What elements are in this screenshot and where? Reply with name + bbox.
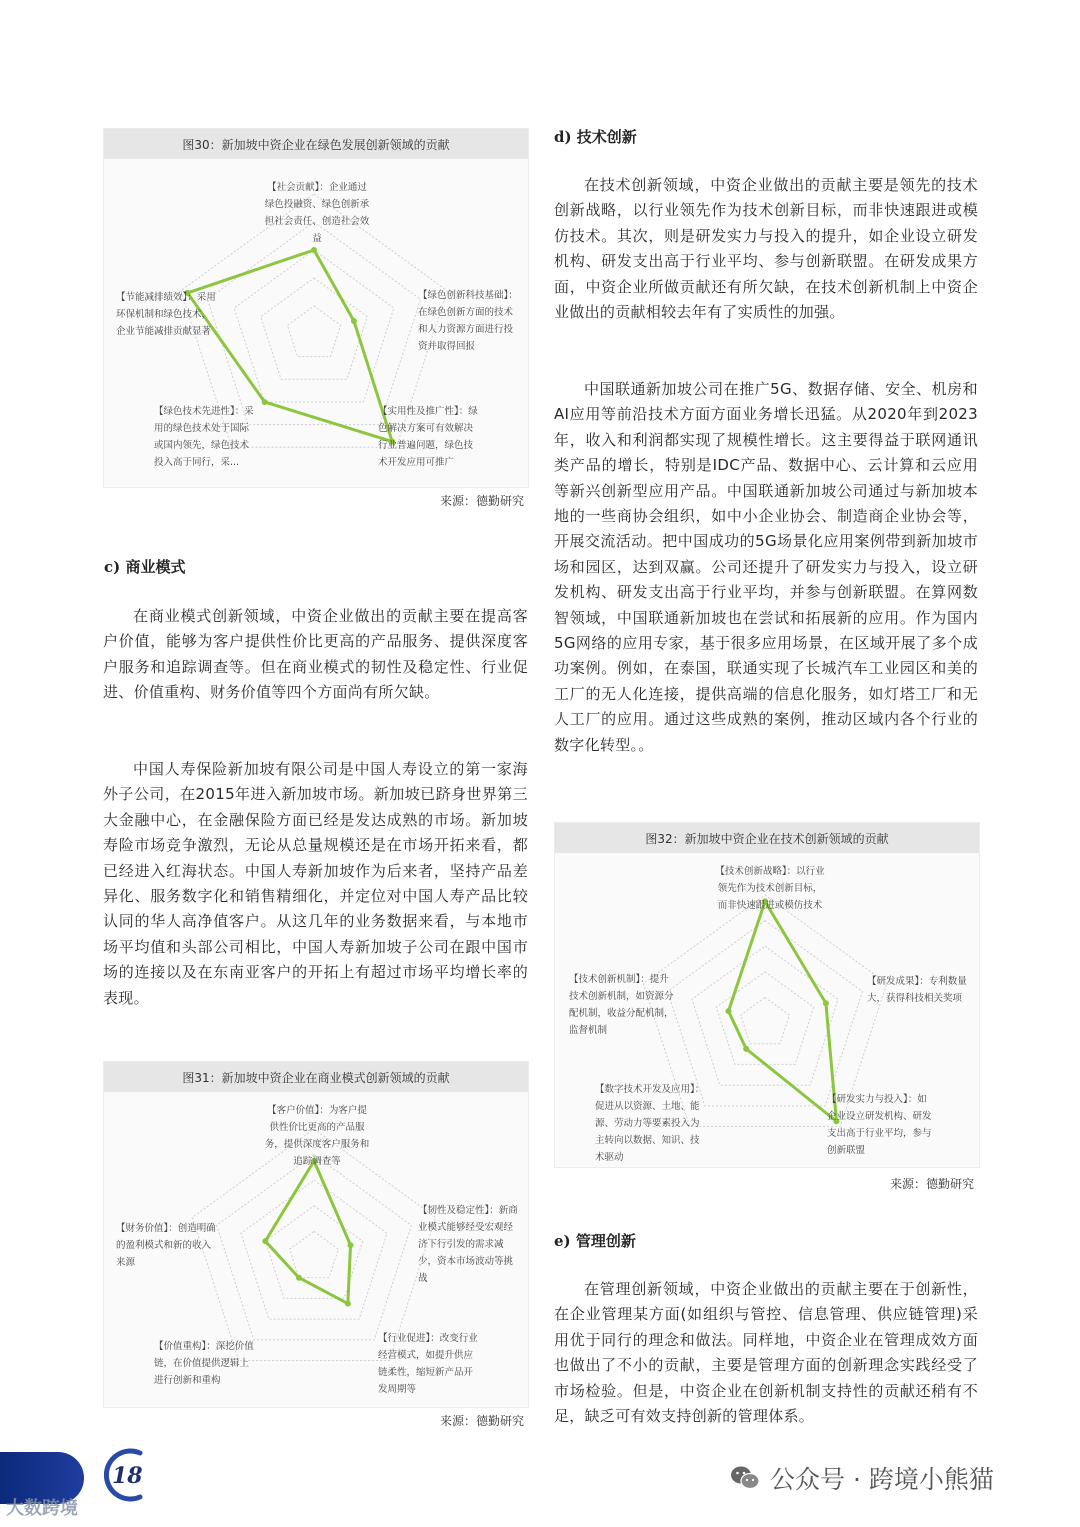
figure-30-label-3: 【实用性及推广性】：绿色解决方案可有效解决行业普遍问题，绿色技术开发应用可推广 (378, 406, 478, 468)
figure-31-grid-ring (241, 1180, 387, 1319)
figure-32-point-2 (823, 1000, 829, 1006)
figure-30-source: 来源：德勤研究 (440, 494, 525, 508)
figure-31-label-5: 【财务价值】：创造明确的盈利模式和新的收入来源 (116, 1223, 216, 1268)
section-d-paragraph-1: 在技术创新领域，中资企业做出的贡献主要是领先的技术创新战略，以行业领先作为技术创新目标，而非快速跟进或模仿技术。其次，则是研发实力与投入的提升，如企业设立研发机构、研发支出高于行业平均、参与创新联盟。在研发成果方面，中资企业所做贡献还有所欠缺，在技术创新机制上中资企业做出的贡献相较去年有了实质性的加强。 (554, 176, 978, 322)
figure-30-label-5: 【节能减排绩效】：采用环保机制和绿色技术，企业节能减排贡献显著 (116, 292, 216, 337)
figure-30-point-4 (262, 399, 268, 405)
figure-30-grid-ring (287, 306, 340, 357)
section-c-paragraph-2: 中国人寿保险新加坡有限公司是中国人寿设立的第一家海外子公司，在2015年进入新加坡市场。新加坡已跻身世界第三大金融中心，在金融保险方面已经是发达成熟的市场。新加坡寿险市场竞争激烈，无论从总量规模还是在市场开拓来看，都已经进入红海状态。中国人寿新加坡作为后来者，坚持产品差异化、服务数字化和销售精细化，并定位对中国人寿产品比较认同的华人高净值客户。从这几年的业务数据来看，与本地市场平均值和头部公司相比，中国人寿新加坡子公司在跟中国市场的连接以及在东南亚客户的开拓上有超过市场平均增长率的表现。 (103, 760, 528, 1007)
section-c-heading: c) 商业模式 (104, 558, 186, 576)
wechat-account-name: 公众号 · 跨境小熊猫 (770, 1465, 994, 1494)
figure-31-title: 图31：新加坡中资企业在商业模式创新领域的贡献 (104, 1062, 528, 1092)
figure-32-series-line (728, 901, 836, 1121)
section-c-paragraph-1: 在商业模式创新领域，中资企业做出的贡献主要在提高客户价值，能够为客户提供性价比更高的产品服务、提供深度客户服务和追踪调查等。但在商业模式的韧性及稳定性、行业促进、价值重构、财务价值等四个方面尚有所欠缺。 (103, 607, 528, 702)
figure-30-label-4: 【绿色技术先进性】：采用的绿色技术处于国际或国内领先，绿色技术投入高于同行，采... (154, 406, 254, 468)
figure-32-point-5 (725, 1008, 731, 1014)
figure-30-label-2: 【绿色创新科技基础】：在绿色创新方面的技术和人力资源方面进行投资并取得回报 (418, 290, 518, 352)
figure-32-label-5: 【技术创新机制】：提升技术创新机制，如资源分配机制，收益分配机制，监督机制 (569, 974, 674, 1036)
section-d-heading: d) 技术创新 (554, 128, 637, 146)
wechat-account (730, 1460, 994, 1496)
figure-32-label-2: 【研发成果】：专利数量大，获得科技相关奖项 (867, 976, 967, 1004)
figure-32-label-3: 【研发实力与投入】：如企业设立研发机构、研发支出高于行业平均，参与创新联盟 (827, 1094, 932, 1156)
figure-30-point-2 (351, 318, 357, 324)
figure-32 (554, 822, 980, 1168)
figure-31-label-1: 【客户价值】：为客户提供性价比更高的产品服务，提供深度客户服务和追踪调查等 (264, 1105, 370, 1167)
wechat-icon (730, 1465, 760, 1491)
figure-30-title: 图30：新加坡中资企业在绿色发展创新领域的贡献 (104, 129, 528, 159)
figure-32-grid-ring (741, 997, 790, 1043)
section-d-paragraph-2: 中国联通新加坡公司在推广5G、数据存储、安全、机房和AI应用等前沿技术方面方面业务增长迅猛。从2020年到2023年，收入和利润都实现了规模性增长。这主要得益于联网通讯类产品的增长，特别是IDC产品、数据中心、云计算和云应用等新兴创新型应用产品。中国联通新加坡公司通过与新加坡本地的一些商协会组织，如中小企业协会、制造商企业协会等，开展交流活动。把中国成功的5G场景化应用案例带到新加坡市场和园区，达到双赢。公司还提升了研发实力与投入，设立研发机构、研发支出高于行业平均，并参与创新联盟。在算网数智领域，中国联通新加坡也在尝试和拓展新的应用。作为国内5G网络的应用专家，基于很多应用场景，在区域开展了多个成功案例。例如，在泰国，联通实现了长城汽车工业园区和美的工厂的无人化连接，提供高端的信息化服务，如灯塔工厂和无人工厂的应用。通过这些成熟的案例，推动区域内各个行业的数字化转型。。 (554, 380, 978, 754)
figure-30-point-1 (311, 247, 317, 253)
figure-32-label-1: 【技术创新战略】：以行业领先作为技术创新目标，而非快速跟进或模仿技术 (715, 866, 825, 911)
figure-30-label-1: 【社会贡献】：企业通过绿色投融资、绿色创新承担社会责任、创造社会效益 (264, 182, 370, 244)
figure-31-point-3 (345, 1301, 351, 1307)
figure-31-point-5 (262, 1238, 268, 1244)
section-e-paragraph-1: 在管理创新领域，中资企业做出的贡献主要在于创新性，在企业管理某方面(如组织与管控、信息管理、供应链管理)采用优于同行的理念和做法。同样地，中资企业在管理成效方面也做出了不小的贡献，主要是管理方面的创新理念实践经受了市场检验。但是，中资企业在创新机制支持性的贡献还稍有不足，缺乏可有效支持创新的管理体系。 (554, 1280, 978, 1426)
section-e-heading: e) 管理创新 (554, 1232, 636, 1250)
figure-32-point-4 (743, 1046, 749, 1052)
figure-31 (103, 1061, 529, 1408)
figure-32-title: 图32：新加坡中资企业在技术创新领域的贡献 (555, 823, 979, 853)
watermark: 大数跨境 (6, 1498, 78, 1519)
page-number: 18 (112, 1463, 143, 1489)
figure-31-point-4 (296, 1275, 302, 1281)
figure-31-label-3: 【行业促进】：改变行业经营模式，如提升供应链柔性，缩短新产品开发周期等 (378, 1333, 478, 1395)
figure-31-label-2: 【韧性及稳定性】：新商业模式能够经受宏观经济下行引发的需求减少，资本市场波动等挑战 (418, 1205, 518, 1284)
figure-32-label-4: 【数字技术开发及应用】：促进从以资源、土地、能源、劳动力等要素投入为主转向以数据、知识、技术驱动 (595, 1084, 705, 1163)
figure-30-grid-ring (261, 278, 368, 379)
figure-31-source: 来源：德勤研究 (440, 1414, 525, 1428)
figure-31-grid-ring (290, 1231, 339, 1277)
figure-32-source: 来源：德勤研究 (890, 1177, 975, 1191)
figure-30 (103, 128, 529, 488)
figure-31-point-2 (348, 1242, 354, 1248)
figure-31-label-4: 【价值重构】：深挖价值链，在价值提供逻辑上进行创新和重构 (154, 1341, 254, 1386)
